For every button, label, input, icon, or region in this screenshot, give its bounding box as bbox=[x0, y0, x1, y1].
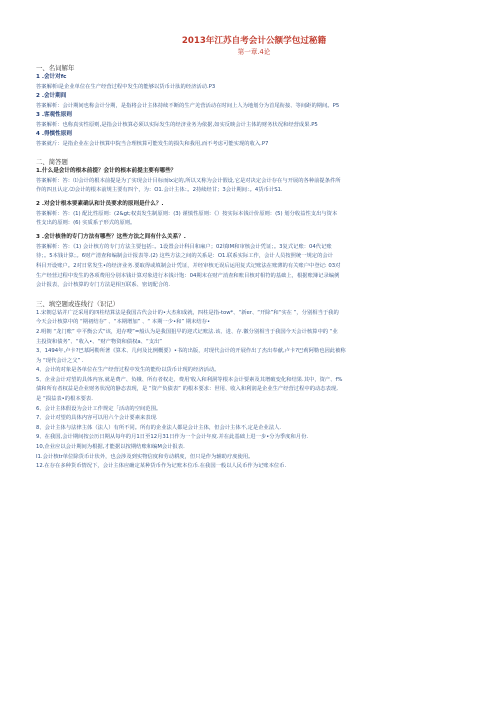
fill-line: 6、会计主体假设为会计工作规定「活动的空间范围。 bbox=[36, 405, 162, 412]
document-title: 2013年江苏自考会计公额学包过秘籍 bbox=[181, 36, 327, 46]
answer-4: 答案就斤：是指企业在会计核算中院当合理核算可能发生的损失和我用,而不考虑可能实现的收入.P7 bbox=[36, 140, 269, 147]
document-page bbox=[36, 36, 472, 472]
fill-line: 5、企业会计对望的具体内容,就是费产、负娥、所有者权走、费用'收入和利洞等根本会计要素及其增破变化和结果.其中，资产、f% bbox=[36, 376, 343, 383]
fill-line: 4、会计的对象是各单位在生产经营过程中发生的能纷以货币计现的经济活动。 bbox=[36, 367, 220, 374]
term-3: 3 .客观性原则 bbox=[36, 112, 72, 118]
answer-3: 答案解析：也称真实性原则,是指会计核算必须以实际发生的经济业务为依据,如实反映会计主体的财务状况和经营成果.P5 bbox=[36, 121, 318, 128]
section-heading-definitions: 一、名词解年 bbox=[36, 64, 75, 72]
chapter-title: 第一章.4论 bbox=[237, 48, 271, 56]
fill-line: 12.在存在多种货币情况下，会计主体应确定某种货币作为记账本位币.在我国一般以人民币作为记账本位币. bbox=[36, 463, 287, 470]
fill-line: I1.会计核tr单位除货币计状外，也会涉及到实物信度和劳动耕度，但只是作为辅助疗度使用。 bbox=[36, 453, 254, 460]
section-heading-fill-in: 三、填空题或连线行（识记） bbox=[36, 299, 120, 308]
fill-line: 1.宋朝总钻并广泛采用的四柱结算法是我国古代会计的•大杰和成就，四柱是指-tow*、“新er、“开除”和“实在 ”，分别相当于我的 bbox=[36, 309, 339, 316]
term-1: 1 .会计对fc bbox=[36, 74, 67, 80]
fill-line: 7、会计对望的具体内容可以用六个会计要素来表现. bbox=[36, 415, 158, 422]
fill-line: 今天会计核算中的 “期初结存” 、“本期增加” 、“ 本期一少•和” 期末结存• bbox=[36, 319, 211, 326]
answer-line: 生产经营过程中发生的各项费用分别本钱计算对象进行本钱计饱：04期末在财产消查和账目核对相符的基础上，根据账簿记录编例 bbox=[36, 272, 340, 279]
question-1: 1.什么是会计的根本前提？会计的根本前提主要有哪些？ bbox=[36, 168, 177, 174]
fill-line: 为 “现代会计之父” . bbox=[36, 357, 84, 364]
answer-line: 性支出的原则：(6) 实质系子形式的原则。 bbox=[36, 220, 136, 227]
fill-line: 是 “损益表•的根本要表. bbox=[36, 396, 93, 403]
question-2: 2 .对会计根本要素确认和计员要求的原则是什么？. bbox=[36, 200, 164, 207]
answer-2: 答案解析：会计期间也称会计分期，是指将会计主体持续不断的生产羌营活动在时间上人为地划分为首尾衔接、等间距的期间。P5 bbox=[36, 102, 340, 109]
term-4: 4 .得慎性原则 bbox=[36, 131, 72, 137]
section-heading-short-answer: 二、简答题 bbox=[36, 158, 68, 166]
answer-line: 作的四且认定.⑵会计的根本前规主要有四个，为：O1.会计主体：。2持续经甘；3会计期间：。4货币计S1. bbox=[36, 187, 283, 194]
answer-1: 答案解析i是企业单位在生产经营过程中发生的能够以货币计肽的经济活动.P3 bbox=[36, 83, 216, 90]
answer-line: 待；。5本钱计算；。6财产清查和编制会计报表等.(2) 这些方法之间的关系是：O1.联系实际工作，会计人员按照统一规定的会计 bbox=[36, 253, 333, 260]
answer-line: 科目开设账户。2对日常发生•的经济业务.要取得或填制会计凭证，并经审核无误后运用复式记账法在账薄的有关账户中登记: 03对 bbox=[36, 262, 341, 269]
term-2: 2 .会计期间 bbox=[36, 93, 67, 99]
fill-line: 10,企业应以会计期间为根据,才能据以按期结账和编M会计报表. bbox=[36, 444, 185, 451]
fill-line: 债和所有者权益是企业财务状况的静态表现，是 “资产负债表” 的根本要求：世用、收入和利润是企业生产经营过程中的动态表现, bbox=[36, 386, 338, 393]
fill-line: 8、会计主体与法律主体（法人）有所不同。所有的企业法人都是会计主体，但会计主体不,定是企业法人. bbox=[36, 424, 282, 431]
question-3: 3 .会计核咎的专门方法有哪些？这些方法之间有什么关系？. bbox=[36, 233, 186, 240]
fill-line: 2.明朝 “龙门账” 中平衡公式“该，进存嗖”=般认为是我国狙早的迎式记账法.该、进、存.徽分别相当于我国今天会计核算中的 “业 bbox=[36, 328, 338, 335]
answer-line: 答案解析：答：⑴会计的根本前提是为了实现会计目标而lx定的,所以又称为会计假设,它是对决定会计存在与开展的各种前提条件所 bbox=[36, 177, 341, 184]
fill-line: 主投资和债务”、“收入•、“财产物资和债权a、“支出” bbox=[36, 338, 163, 345]
answer-line: 答案解析：答：《1) 会计核方的专门方法主要包括：。1设置会计科目和麻户；02填IM和审核会计凭证；。3复式记账：04代记账 bbox=[36, 243, 332, 250]
answer-line: 会计报表，会计核算的专门方法是相互联系、密切配合的. bbox=[36, 282, 171, 289]
answer-line: 答案解析：答：(1) 配比性原则：(2&gt;权责发生制原则：(3) 谨慎性原则：《）按实际本钱计价原则：(5) 划分收益性支出与资本 bbox=[36, 210, 338, 217]
fill-line: 9、在我国,会计期间按公历日期从每年的月1日至12月31日作为一个会计年度.并在此基础上进一步•分为季度和月份. bbox=[36, 434, 309, 441]
fill-line: 3、1494年,卢卡?巴慕阿勒所著《算术、几何及比例概要》•书的出版，对现代会计的开展作出了杰出奉献,卢卡?巴莉阿勒也因此被称 bbox=[36, 348, 346, 355]
